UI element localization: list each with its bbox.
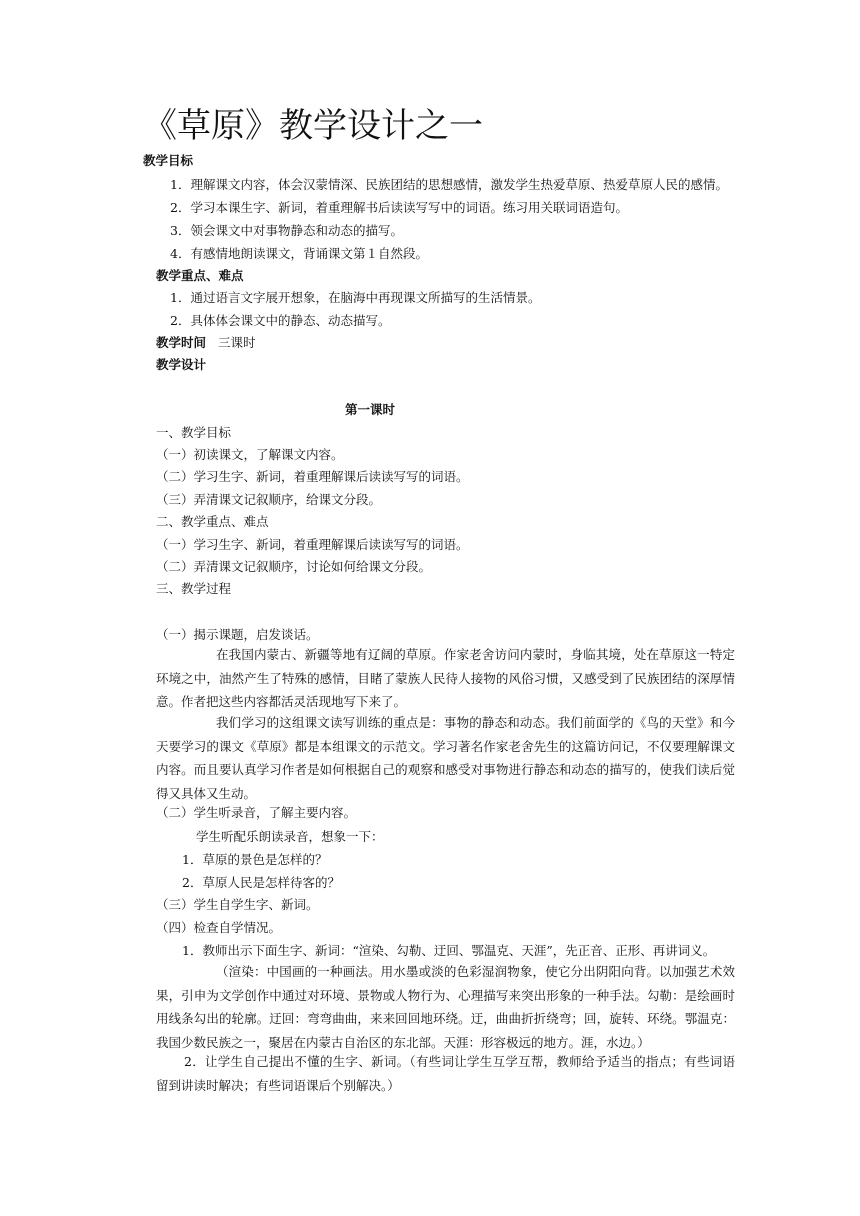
objectives-heading: 教学目标 [143, 153, 194, 168]
lesson-line: （三）弄清课文记叙顺序，给课文分段。 [156, 492, 382, 507]
check-note: （渲染：中国画的一种画法。用水墨或淡的色彩湿润物象，使它分出阴阳向背。以加强艺术效果，引申为文学创作中通过对环境、景物或人物行为、心理描写来突出形象的一种手法。勾勒：是绘画时用线条勾出的轮廓。迂回：弯弯曲曲，来来回回地环绕。迂，曲曲折折绕弯；回，旋转、环绕。鄂温克：我国少数民族之一，聚居在内蒙古自治区的东北部。天涯：形容极远的地方。涯，水边。） [156, 964, 735, 1050]
objective-item: 4．有感情地朗读课文，背诵课文第１自然段。 [170, 246, 428, 261]
lesson-line: 一、教学目标 [156, 425, 232, 440]
teaching-time-label: 教学时间 [156, 335, 207, 350]
check-item: 2．让学生自己提出不懂的生字、新词。（有些词让学生互学互帮，教师给予适当的指点；有些词语留到讲读时解决；有些词语课后个别解决。） [156, 1054, 735, 1093]
teaching-time-value: 三课时 [218, 335, 256, 350]
lesson-line: （二）弄清课文记叙顺序，讨论如何给课文分段。 [156, 559, 432, 574]
page-title: 《草原》教学设计之一 [143, 106, 483, 146]
question-item: 1．草原的景色是怎样的？ [182, 852, 328, 867]
process-step: （四）检查自学情况。 [156, 920, 282, 935]
design-heading: 教学设计 [156, 357, 207, 372]
process-step: （一）揭示课题，启发谈话。 [156, 627, 319, 642]
process-text: 学生听配乐朗读录音，想象一下： [196, 829, 384, 844]
objective-item: 3．领会课文中对事物静态和动态的描写。 [170, 223, 403, 238]
key-point-item: 2．具体体会课文中的静态、动态描写。 [170, 313, 391, 328]
process-step: （三）学生自学生字、新词。 [156, 897, 319, 912]
objective-item: 2．学习本课生字、新词，着重理解书后读读写写中的词语。练习用关联词语造句。 [170, 200, 628, 215]
teaching-time [156, 334, 256, 352]
lesson-line: 二、教学重点、难点 [156, 514, 269, 529]
key-point-item: 1．通过语言文字展开想象，在脑海中再现课文所描写的生活情景。 [170, 290, 541, 305]
question-item: 2．草原人民是怎样待客的？ [182, 875, 340, 890]
paragraph: 在我国内蒙古、新疆等地有辽阔的草原。作家老舍访问内蒙时，身临其境，处在草原这一特定环境之中，油然产生了特殊的感情，目睹了蒙族人民待人接物的风俗习惯，又感受到了民族团结的深厚情意。作者把这些内容都活灵活现地写下来了。 [156, 647, 735, 709]
lesson-line: 三、教学过程 [156, 581, 232, 596]
lesson-heading: 第一课时 [344, 402, 395, 417]
check-item: 1．教师出示下面生字、新词：“渲染、勾勒、迂回、鄂温克、天涯”，先正音、正形、再讲词义。 [182, 943, 716, 958]
lesson-line: （一）学习生字、新词，着重理解课后读读写写的词语。 [156, 537, 469, 552]
lesson-line: （一）初读课文，了解课文内容。 [156, 447, 344, 462]
lesson-line: （二）学习生字、新词，着重理解课后读读写写的词语。 [156, 469, 469, 484]
objective-item: 1．理解课文内容，体会汉蒙情深、民族团结的思想感情，激发学生热爱草原、热爱草原人民的感情。 [170, 177, 728, 192]
key-points-heading: 教学重点、难点 [156, 268, 244, 283]
process-step: （二）学生听录音，了解主要内容。 [156, 805, 357, 820]
paragraph: 我们学习的这组课文读写训练的重点是：事物的静态和动态。我们前面学的《鸟的天堂》和今天要学习的课文《草原》都是本组课文的示范文。学习著名作家老舍先生的这篇访问记，不仅要理解课文内容。而且要认真学习作者是如何根据自己的观察和感受对事物进行静态和动态的描写的，使我们读后觉得又具体又生动。 [156, 715, 735, 801]
